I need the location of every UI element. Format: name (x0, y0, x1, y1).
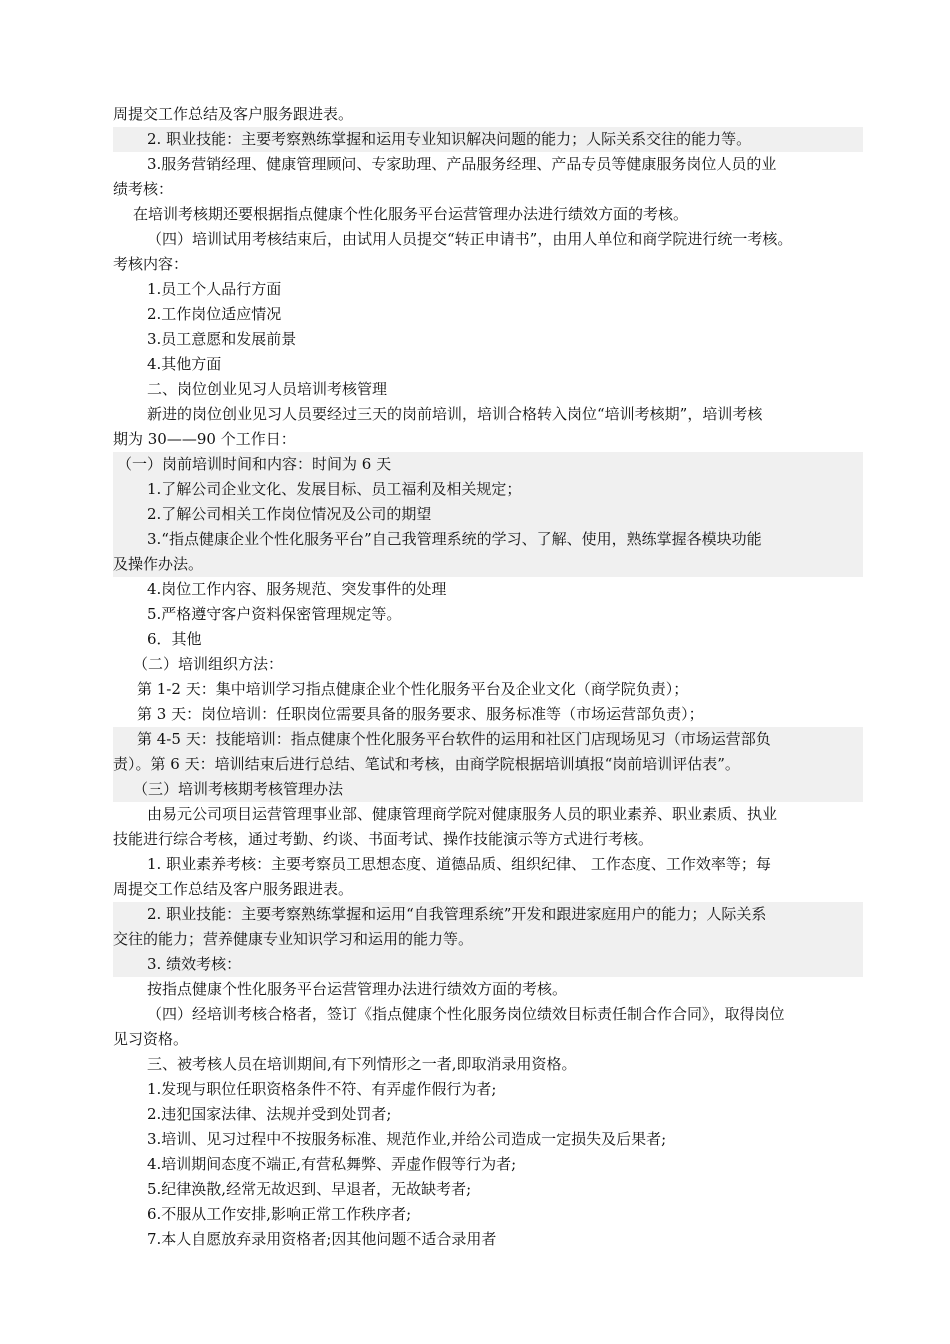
paragraph-line: 6．其他 (147, 630, 202, 648)
paragraph-line: （四）培训试用考核结束后，由试用人员提交“转正申请书”，由用人单位和商学院进行统一考核。 (147, 230, 793, 248)
paragraph-line: 三、被考核人员在培训期间,有下列情形之一者,即取消录用资格。 (147, 1055, 577, 1073)
paragraph-line: 2.违犯国家法律、法规并受到处罚者; (147, 1105, 392, 1123)
paragraph-line: 2.了解公司相关工作岗位情况及公司的期望 (113, 502, 863, 527)
paragraph-line: 周提交工作总结及客户服务跟进表。 (113, 105, 354, 123)
paragraph-line: 按指点健康个性化服务平台运营管理办法进行绩效方面的考核。 (147, 980, 568, 998)
paragraph-line: 5.纪律涣散,经常无故迟到、早退者，无故缺考者; (147, 1180, 472, 1198)
paragraph-line: 1.了解公司企业文化、发展目标、员工福利及相关规定； (113, 477, 863, 502)
paragraph-line: 第 1-2 天：集中培训学习指点健康企业个性化服务平台及企业文化（商学院负责）； (137, 680, 689, 698)
paragraph-line: 3.服务营销经理、健康管理顾问、专家助理、产品服务经理、产品专员等健康服务岗位人员的业 (147, 155, 777, 173)
paragraph-line: 5.严格遵守客户资料保密管理规定等。 (147, 605, 402, 623)
paragraph-line: 4.岗位工作内容、服务规范、突发事件的处理 (147, 580, 447, 598)
paragraph-line: 二、岗位创业见习人员培训考核管理 (147, 380, 388, 398)
paragraph-line: 3.培训、见习过程中不按服务标准、规范作业,并给公司造成一定损失及后果者; (147, 1130, 667, 1148)
paragraph-line: 3.员工意愿和发展前景 (147, 330, 297, 348)
paragraph-line: 6.不服从工作安排,影响正常工作秩序者; (147, 1205, 412, 1223)
paragraph-line: 交往的能力；营养健康专业知识学习和运用的能力等。 (113, 927, 863, 952)
paragraph-line: 考核内容： (113, 255, 189, 273)
paragraph-line: 技能进行综合考核，通过考勤、约谈、书面考试、操作技能演示等方式进行考核。 (113, 830, 654, 848)
paragraph-line: 2. 职业技能：主要考察熟练掌握和运用专业知识解决问题的能力；人际关系交往的能力等。 (113, 127, 863, 152)
paragraph-line: 由易元公司项目运营管理事业部、健康管理商学院对健康服务人员的职业素养、职业素质、执业 (147, 805, 778, 823)
paragraph-line: 第 4-5 天：技能培训：指点健康个性化服务平台软件的运用和社区门店现场见习（市场运营部负 (113, 727, 863, 752)
paragraph-line: 2. 职业技能：主要考察熟练掌握和运用“自我管理系统”开发和跟进家庭用户的能力；人际关系 (113, 902, 863, 927)
paragraph-line: 3. 绩效考核： (113, 952, 863, 977)
paragraph-line: 4.其他方面 (147, 355, 222, 373)
paragraph-line: 1.员工个人品行方面 (147, 280, 282, 298)
paragraph-line: 在培训考核期还要根据指点健康个性化服务平台运营管理办法进行绩效方面的考核。 (133, 205, 689, 223)
paragraph-line: 7.本人自愿放弃录用资格者;因其他问题不适合录用者 (147, 1230, 497, 1248)
paragraph-line: （二）培训组织方法： (133, 655, 284, 673)
paragraph-line: 3.“指点健康企业个性化服务平台”自己我管理系统的学习、了解、使用，熟练掌握各模块功能 (113, 527, 863, 552)
paragraph-line: 及操作办法。 (113, 552, 863, 577)
paragraph-line: 第 3 天：岗位培训：任职岗位需要具备的服务要求、服务标准等（市场运营部负责）； (137, 705, 704, 723)
paragraph-line: 4.培训期间态度不端正,有营私舞弊、弄虚作假等行为者; (147, 1155, 517, 1173)
paragraph-line: 2.工作岗位适应情况 (147, 305, 282, 323)
paragraph-line: 周提交工作总结及客户服务跟进表。 (113, 880, 354, 898)
paragraph-line: 见习资格。 (113, 1030, 189, 1048)
paragraph-line: （一）岗前培训时间和内容：时间为 6 天 (113, 452, 863, 477)
paragraph-line: 绩考核： (113, 180, 174, 198)
paragraph-line: 1. 职业素养考核：主要考察员工思想态度、道德品质、组织纪律、 工作态度、工作效率等；每 (147, 855, 771, 873)
paragraph-line: 1.发现与职位任职资格条件不符、有弄虚作假行为者; (147, 1080, 497, 1098)
paragraph-line: 期为 30——90 个工作日： (113, 430, 296, 448)
paragraph-line: （四）经培训考核合格者，签订《指点健康个性化服务岗位绩效目标责任制合作合同》，取得岗位 (147, 1005, 785, 1023)
paragraph-line: 新进的岗位创业见习人员要经过三天的岗前培训，培训合格转入岗位“培训考核期”，培训考核 (147, 405, 763, 423)
paragraph-line: 责）。第 6 天：培训结束后进行总结、笔试和考核，由商学院根据培训填报“岗前培训评估表”。 (113, 752, 863, 777)
paragraph-line: （三）培训考核期考核管理办法 (113, 777, 863, 802)
